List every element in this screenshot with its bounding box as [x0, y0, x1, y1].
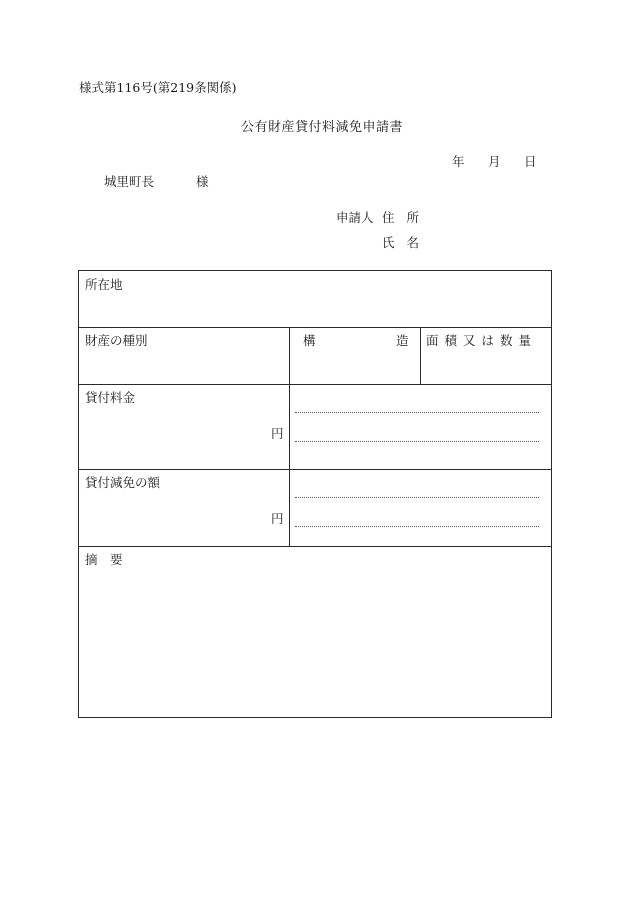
row-divider	[79, 546, 551, 547]
applicant-label: 申請人	[336, 210, 374, 225]
application-form-table	[78, 270, 552, 718]
rent-amount-line	[295, 412, 539, 413]
date-year-label: 年	[452, 154, 465, 169]
rent-amount-line	[295, 441, 539, 442]
area-quantity-label: 面積又は数量	[426, 333, 538, 348]
addressee-honorific: 様	[196, 174, 209, 189]
reduction-amount-line	[295, 526, 539, 527]
date-day-label: 日	[524, 154, 537, 169]
reduction-unit: 円	[271, 511, 284, 526]
form-number: 様式第116号(第219条関係)	[79, 80, 237, 95]
summary-label: 摘 要	[85, 552, 123, 567]
date-month-label: 月	[488, 154, 501, 169]
rent-label: 貸付料金	[85, 390, 136, 405]
structure-label-second: 造	[396, 333, 409, 348]
rent-unit: 円	[271, 426, 284, 441]
applicant-name-label: 氏名	[382, 235, 432, 250]
document-title: 公有財産貸付料減免申請書	[241, 120, 404, 135]
row-divider	[79, 469, 551, 470]
row-divider	[79, 327, 551, 328]
addressee-name: 城里町長	[104, 174, 155, 189]
row-divider	[79, 384, 551, 385]
reduction-label: 貸付減免の額	[85, 475, 161, 490]
location-label: 所在地	[85, 277, 123, 292]
applicant-address-label: 住所	[382, 210, 432, 225]
property-type-label: 財産の種別	[85, 333, 148, 348]
structure-label-first: 構	[303, 333, 316, 348]
column-divider	[420, 327, 421, 384]
column-divider	[289, 327, 290, 546]
reduction-amount-line	[295, 497, 539, 498]
